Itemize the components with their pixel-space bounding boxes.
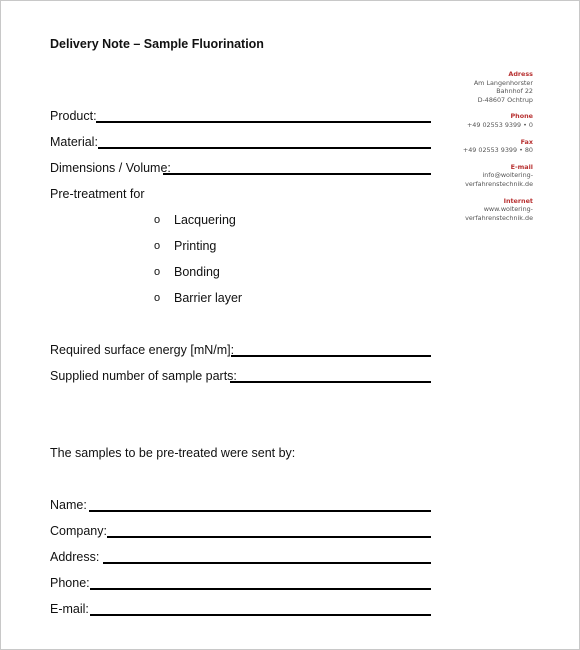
company-field[interactable] <box>107 536 431 538</box>
bullet-barrier-layer: o <box>154 292 161 304</box>
contact-email-link[interactable]: verfahrenstechnik.de <box>465 179 533 188</box>
email-field[interactable] <box>90 614 431 616</box>
contact-phone: +49 02553 9399 • 0 <box>466 120 533 129</box>
option-bonding: Bonding <box>174 265 220 279</box>
contact-block <box>383 70 533 222</box>
material-label: Material: <box>50 135 98 149</box>
contact-website-link[interactable]: verfahrenstechnik.de <box>465 213 533 222</box>
contact-email-heading: E-mail <box>510 162 533 171</box>
bullet-printing: o <box>154 240 161 252</box>
sample-parts-label: Supplied number of sample parts: <box>50 369 237 383</box>
contact-email-link[interactable]: info@woltering- <box>482 171 533 180</box>
name-label: Name: <box>50 498 87 512</box>
product-label: Product: <box>50 109 97 123</box>
option-lacquering: Lacquering <box>174 213 236 227</box>
bullet-bonding: o <box>154 266 161 278</box>
contact-address-line: D-48607 Ochtrup <box>477 95 533 104</box>
phone-field[interactable] <box>90 588 431 590</box>
company-label: Company: <box>50 524 107 538</box>
email-label: E-mail: <box>50 602 89 616</box>
pretreatment-label: Pre-treatment for <box>50 187 145 201</box>
contact-internet-heading: Internet <box>503 196 533 205</box>
material-field[interactable] <box>98 147 431 149</box>
contact-phone-heading: Phone <box>510 112 533 121</box>
dimensions-volume-label: Dimensions / Volume: <box>50 161 171 175</box>
bullet-lacquering: o <box>154 214 161 226</box>
contact-address-line: Am Langenhorster <box>473 78 533 87</box>
option-barrier-layer: Barrier layer <box>174 291 243 305</box>
address-label: Address: <box>50 550 100 564</box>
contact-address-line: Bahnhof 22 <box>496 87 533 96</box>
surface-energy-label: Required surface energy [mN/m]: <box>50 343 235 357</box>
phone-label: Phone: <box>50 576 90 590</box>
sample-parts-field[interactable] <box>230 381 431 383</box>
contact-address-heading: Adress <box>508 70 533 78</box>
surface-energy-field[interactable] <box>231 355 431 357</box>
contact-fax: +49 02553 9399 • 80 <box>462 146 533 155</box>
product-field[interactable] <box>96 121 431 123</box>
sender-heading: The samples to be pre-treated were sent by: <box>50 446 296 460</box>
document-title: Delivery Note – Sample Fluorination <box>50 37 264 51</box>
name-field[interactable] <box>89 510 431 512</box>
option-printing: Printing <box>174 239 217 253</box>
address-field[interactable] <box>103 562 431 564</box>
contact-fax-heading: Fax <box>520 137 533 146</box>
contact-website-link[interactable]: www.woltering- <box>483 205 533 214</box>
